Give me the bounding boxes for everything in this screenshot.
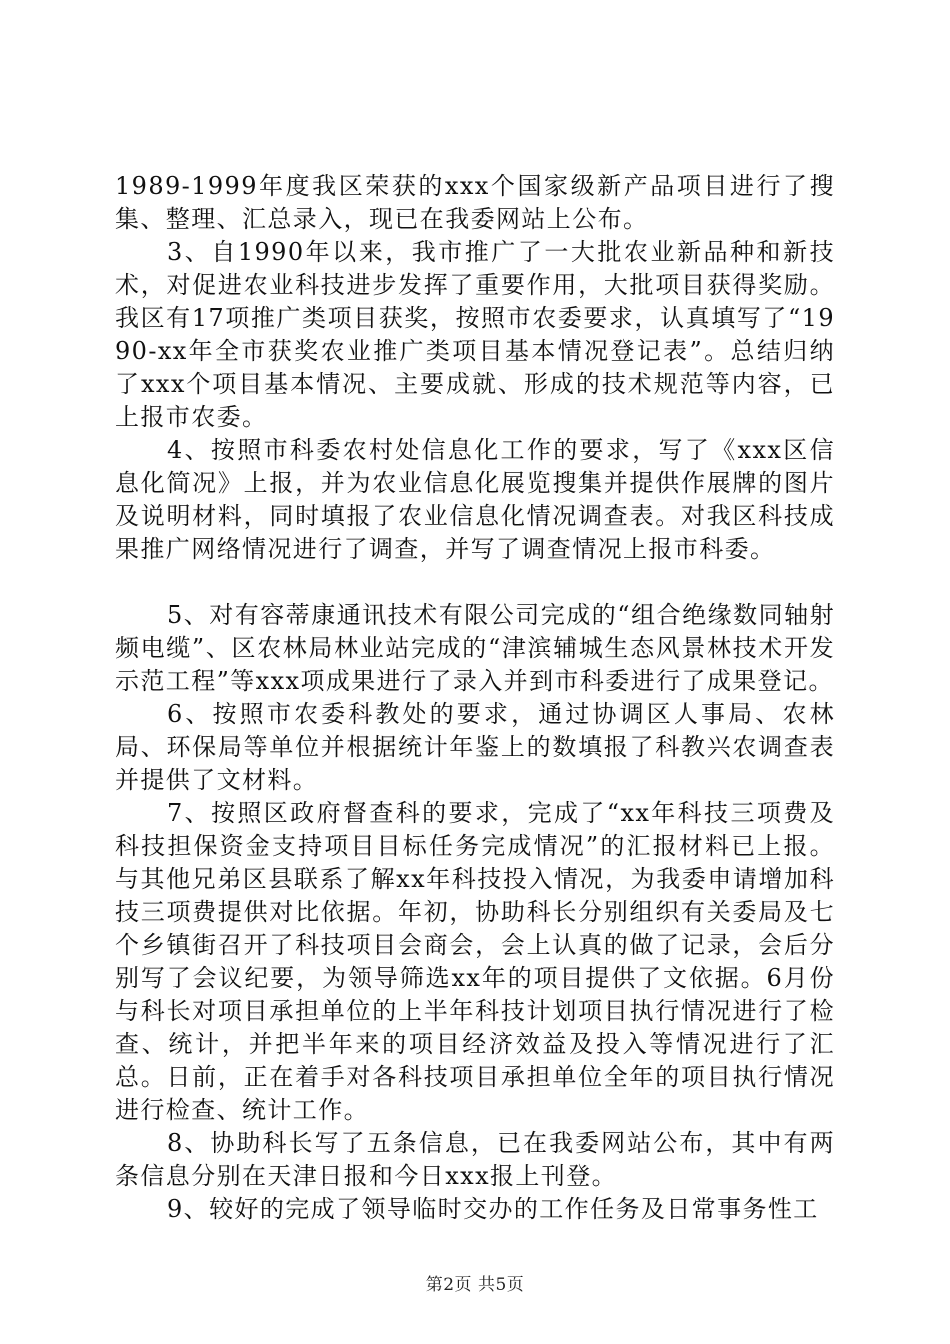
paragraph-item-9: 9、较好的完成了领导临时交办的工作任务及日常事务性工 <box>167 1195 819 1223</box>
document-body <box>115 170 835 1226</box>
paragraph-item-3: 3、自1990年以来，我市推广了一大批农业新品种和新技术，对促进农业科技进步发挥了重要作用，大批项目获得奖励。我区有17项推广类项目获奖，按照市农委要求，认真填写了“1990-xx年全市获奖农业推广类项目基本情况登记表”。总结归纳了xxx个项目基本情况、主要成就、形成的技术规范等内容，已上报市农委。 <box>115 238 835 431</box>
paragraph-item-7: 7、按照区政府督查科的要求，完成了“xx年科技三项费及科技担保资金支持项目目标任务完成情况”的汇报材料已上报。与其他兄弟区县联系了解xx年科技投入情况，为我委申请增加科技三项费提供对比依据。年初，协助科长分别组织有关委局及七个乡镇街召开了科技项目会商会，会上认真的做了记录，会后分别写了会议纪要，为领导筛选xx年的项目提供了文依据。6月份与科长对项目承担单位的上半年科技计划项目执行情况进行了检查、统计，并把半年来的项目经济效益及投入等情况进行了汇总。日前，正在着手对各科技项目承担单位全年的项目执行情况进行检查、统计工作。 <box>115 799 835 1124</box>
paragraph-item-6: 6、按照市农委科教处的要求，通过协调区人事局、农林局、环保局等单位并根据统计年鉴上的数填报了科教兴农调查表并提供了文材料。 <box>115 700 835 794</box>
paragraph-continuation: 1989-1999年度我区荣获的xxx个国家级新产品项目进行了搜集、整理、汇总录入，现已在我委网站上公布。 <box>115 172 835 233</box>
paragraph-item-4: 4、按照市科委农村处信息化工作的要求，写了《xxx区信息化简况》上报，并为农业信息化展览搜集并提供作展牌的图片及说明材料，同时填报了农业信息化情况调查表。对我区科技成果推广网络情况进行了调查，并写了调查情况上报市科委。 <box>115 436 835 563</box>
paragraph-item-5: 5、对有容蒂康通讯技术有限公司完成的“组合绝缘数同轴射频电缆”、区农林局林业站完成的“津滨辅城生态风景林技术开发示范工程”等xxx项成果进行了录入并到市科委进行了成果登记。 <box>115 601 835 695</box>
paragraph-item-8: 8、协助科长写了五条信息，已在我委网站公布，其中有两条信息分别在天津日报和今日xxx报上刊登。 <box>115 1129 835 1190</box>
page-number-footer: 第2页 共5页 <box>425 1275 525 1295</box>
